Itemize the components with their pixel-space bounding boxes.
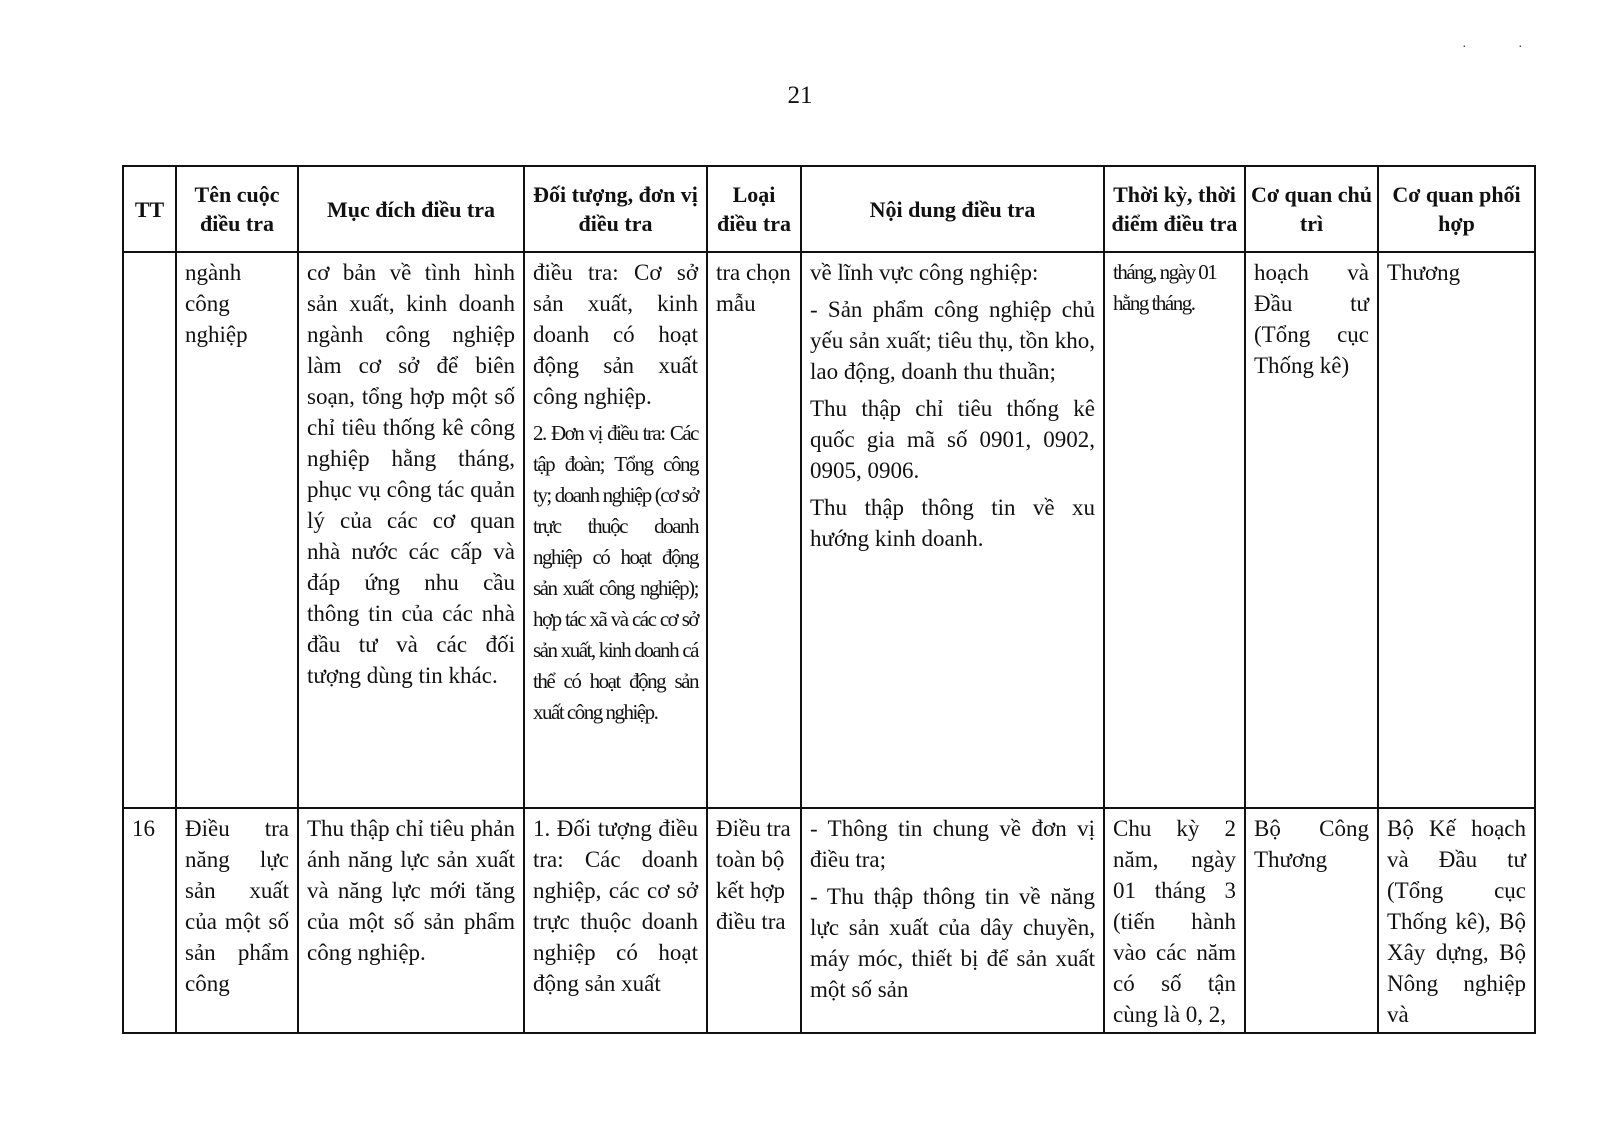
- subject-paragraph: điều tra: Cơ sở sản xuất, kinh doanh có hoạt động sản xuất công nghiệp.: [533, 260, 698, 409]
- scan-speck: ·: [1518, 40, 1523, 55]
- cell-survey-type: Điều tra toàn bộ kết hợp điều tra: [707, 808, 801, 1033]
- cell-partner-agency: Bộ Kế hoạch và Đầu tư (Tổng cục Thống kê), Bộ Xây dựng, Bộ Nông nghiệp và: [1378, 808, 1535, 1033]
- cell-partner-agency: Thương: [1378, 252, 1535, 808]
- cell-survey-type: tra chọn mẫu: [707, 252, 801, 808]
- table-header-row: [123, 166, 1535, 252]
- table-row: [123, 808, 1535, 1033]
- table-row: [123, 252, 1535, 808]
- content-paragraph: - Sản phẩm công nghiệp chủ yếu sản xuất; tiêu thụ, tồn kho, lao động, doanh thu thuần;: [810, 297, 1095, 384]
- cell-purpose: Thu thập chỉ tiêu phản ánh năng lực sản xuất và năng lực mới tăng của một số sản phẩm công nghiệp.: [298, 808, 524, 1033]
- header-purpose: Mục đích điều tra: [298, 166, 524, 252]
- content-paragraph: - Thu thập thông tin về năng lực sản xuất của dây chuyền, máy móc, thiết bị để sản xuất một số sản: [810, 884, 1095, 1002]
- cell-subject: [524, 252, 707, 808]
- cell-content: [801, 252, 1104, 808]
- header-partner-agency: Cơ quan phối hợp: [1378, 166, 1535, 252]
- cell-period: Chu kỳ 2 năm, ngày 01 tháng 3 (tiến hành vào các năm có số tận cùng là 0, 2,: [1104, 808, 1245, 1033]
- cell-lead-agency: Bộ Công Thương: [1245, 808, 1378, 1033]
- content-paragraph: Thu thập chỉ tiêu thống kê quốc gia mã số 0901, 0902, 0905, 0906.: [810, 396, 1095, 483]
- cell-lead-agency: hoạch và Đầu tư (Tổng cục Thống kê): [1245, 252, 1378, 808]
- scan-speck: ·: [1462, 40, 1467, 55]
- cell-survey-name: Điều tra năng lực sản xuất của một số sản phẩm công: [176, 808, 298, 1033]
- page-number: 21: [787, 82, 813, 109]
- content-paragraph: về lĩnh vực công nghiệp:: [810, 260, 1039, 285]
- content-paragraph: - Thông tin chung về đơn vị điều tra;: [810, 816, 1095, 872]
- header-tt: TT: [123, 166, 176, 252]
- subject-paragraph: 2. Đơn vị điều tra: Các tập đoàn; Tổng công ty; doanh nghiệp (cơ sở trực thuộc doanh nghiệp có hoạt động sản xuất công nghiệp); hợp tác xã và các cơ sở sản xuất, kinh doanh cá thể có hoạt động sản xuất công nghiệp.: [533, 421, 698, 724]
- cell-tt: [123, 252, 176, 808]
- header-period: Thời kỳ, thời điểm điều tra: [1104, 166, 1245, 252]
- header-lead-agency: Cơ quan chủ trì: [1245, 166, 1378, 252]
- cell-content: [801, 808, 1104, 1033]
- header-subject: Đối tượng, đơn vị điều tra: [524, 166, 707, 252]
- content-paragraph: Thu thập thông tin về xu hướng kinh doanh.: [810, 495, 1095, 551]
- cell-period: tháng, ngày 01 hằng tháng.: [1104, 252, 1245, 808]
- cell-subject: 1. Đối tượng điều tra: Các doanh nghiệp, các cơ sở trực thuộc doanh nghiệp có hoạt động sản xuất: [524, 808, 707, 1033]
- header-survey-type: Loại điều tra: [707, 166, 801, 252]
- cell-tt: 16: [123, 808, 176, 1033]
- header-content: Nội dung điều tra: [801, 166, 1104, 252]
- header-survey-name: Tên cuộc điều tra: [176, 166, 298, 252]
- cell-survey-name: ngành công nghiệp: [176, 252, 298, 808]
- cell-purpose: cơ bản về tình hình sản xuất, kinh doanh ngành công nghiệp làm cơ sở để biên soạn, tổng hợp một số chỉ tiêu thống kê công nghiệp hằng tháng, phục vụ công tác quản lý của các cơ quan nhà nước các cấp và đáp ứng nhu cầu thông tin của các nhà đầu tư và các đối tượng dùng tin khác.: [298, 252, 524, 808]
- survey-table: [122, 165, 1536, 1034]
